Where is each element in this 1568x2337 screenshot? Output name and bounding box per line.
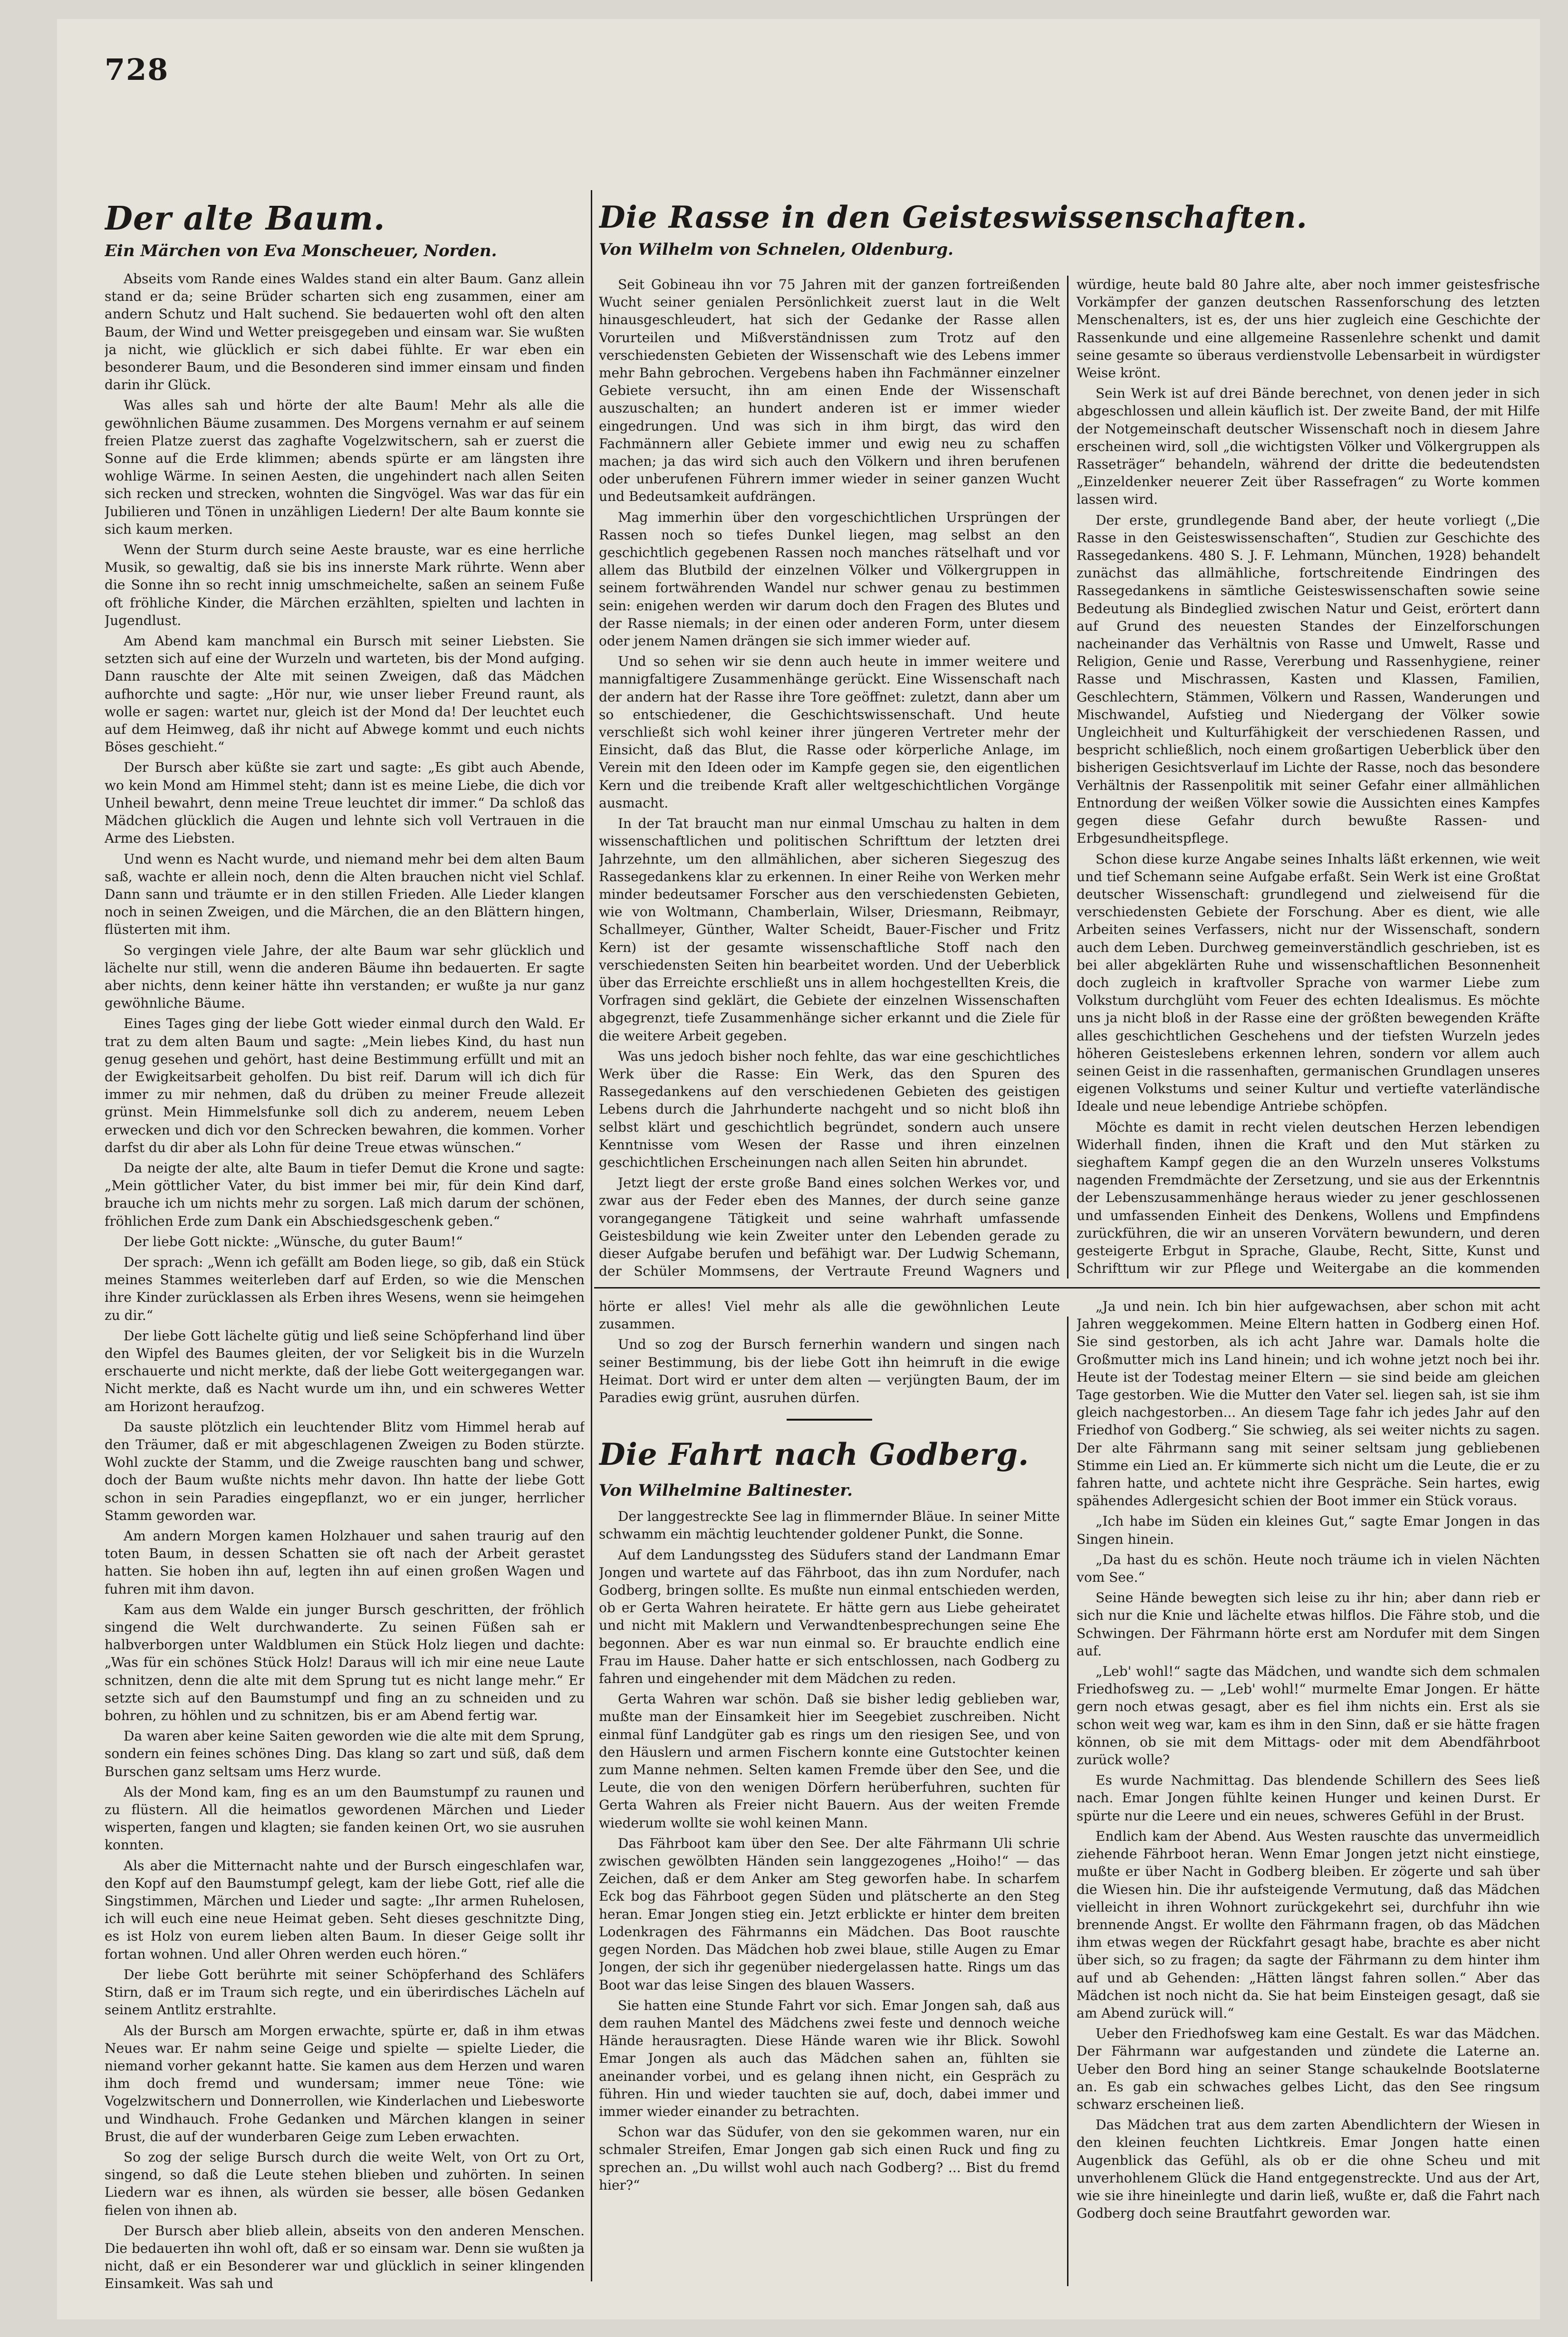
paragraph: Der erste, grundlegende Band aber, der heute vorliegt („Die Rasse in den Geisteswissenschaften“, Studien zur Geschichte des Rassegedankens. 480 S. J. F. Lehmann, München, 1928) behandelt zunächst das allmähliche, fortschreitende Eindringen des Rassegedankens in sämtliche Geisteswissenschaften sowie seine Bedeutung als Bindeglied zwischen Natur und Geist, erörtert dann auf Grund des neuesten Standes der Einzelforschungen nacheinander das Verhältnis von Rasse und Umwelt, Rasse und Religion, Genie und Rasse, Vererbung und Rassenhygiene, reiner Rasse und Mischrassen, Kasten und Klassen, Familien, Geschlechtern, Stämmen, Völkern und Rassen, Wanderungen und Mischwandel, Aufstieg und Niedergang der Völker sowie Ungleichheit und Kulturfähigkeit der verschiedenen Rassen, und bespricht schließlich, noch einem großartigen Ueberblick über den bisherigen Gesichtsverlauf im Lichte der Rasse, noch das besondere Verhältnis der Rassenpolitik mit seiner Gefahr einer allmählichen Entnordung der weißen Völker sowie die Aussichten eines Kampfes gegen diese Gefahr durch bewußte Rassen- und Erbgesundheitspflege. bbox=[1077, 512, 1540, 846]
paragraph: In der Tat braucht man nur einmal Umschau zu halten in dem wissenschaftlichen und politischen Schrifttum der letzten drei Jahrzehnte, um den allmählichen, aber sicheren Siegeszug des Rassegedankens klar zu erkennen. In einer Reihe von Werken mehr minder bedeutsamer Forscher aus den verschiedensten Gebieten, wie von Woltmann, Chamberlain, Wilser, Driesmann, Reibmayr, Schallmeyer, Günther, Walter Scheidt, Bauer-Fischer und Fritz Kern) ist der gesamte wissenschaftliche Stoff nach den verschiedensten Seiten hin bearbeitet worden. Und der Ueberblick über das Erreichte erschließt uns in allem hochgestellten Kreis, die Vorfragen sind geklärt, die Gebiete der einzelnen Wissenschaften abgegrenzt, tiefe Zusammenhänge sicher erkannt und die Ziele für die weitere Arbeit gegeben. bbox=[599, 816, 1060, 1044]
paragraph: Der langgestreckte See lag in flimmernder Bläue. In seiner Mitte schwamm ein mächtig leuchtender goldener Punkt, die Sonne. bbox=[599, 1509, 1060, 1542]
paragraph: Da neigte der alte, alte Baum in tiefer Demut die Krone und sagte: „Mein göttlicher Vater, du bist immer bei mir, für dein Kind darf, brauche ich um nichts mehr zu sorgen. Laß mich darum der schönen, fröhlichen Erde zum Dank ein Abschiedsgeschenk geben.“ bbox=[105, 1160, 585, 1229]
paragraph: Auf dem Landungssteg des Südufers stand der Landmann Emar Jongen und wartete auf das Fährboot, das ihn zum Nordufer, nach Godberg, bringen sollte. Es mußte nun einmal entschieden werden, ob er Gerta Wahren heiratete. Er hätte gern aus Liebe geheiratet und nicht mit Maklern und Verwandtenbesprechungen seine Ehe begonnen. Aber es war nun einmal so. Er brauchte endlich eine Frau im Hause. Daher hatte er sich entschlossen, nach Godberg zu fahren und eingehender mit dem Mädchen zu reden. bbox=[599, 1547, 1060, 1687]
article-rasse-column-2 bbox=[1077, 276, 1540, 1279]
paragraph: Der Bursch aber küßte sie zart und sagte: „Es gibt auch Abende, wo kein Mond am Himmel steht; dann ist es meine Liebe, die dich vor Unheil bewahrt, denn meine Treue leuchtet dir immer.“ Da schloß das Mädchen glücklich die Augen und lehnte sich voll Vertrauen in die Arme des Liebsten. bbox=[105, 760, 585, 846]
paragraph: Möchte es damit in recht vielen deutschen Herzen lebendigen Widerhall finden, ihnen die Kraft und den Mut stärken zu sieghaftem Kampf gegen die an den Wurzeln unseres Volkstums nagenden Fremdmächte der Zersetzung, und sie aus der Erkenntnis der Lebenszusammenhänge heraus wieder zu jener geschlossenen und umfassenden Einheit des Denkens, Wollens und Empfindens zurückführen, die wir an unseren Vorvätern bewundern, und deren gesteigerte Erbgut in Sprache, Glaube, Recht, Sitte, Kunst und Schrifttum wir zur Pflege und Weitergabe an die kommenden bbox=[1077, 1119, 1540, 1277]
middle-lower-column bbox=[599, 1298, 1060, 2291]
paragraph: Jetzt liegt der erste große Band eines solchen Werkes vor, und zwar aus der Feder eben des Mannes, der durch seine ganze vorangegangene Tätigkeit und seine wahrhaft umfassende Geistesbildung wie kein Zweiter unter den Lebenden gerade zu dieser Aufgabe berufen und befähigt war. Der Ludwig Schemann, der Schüler Mommsens, der Vertraute Freund Wagners und bbox=[599, 1175, 1060, 1279]
article-rasse-column-1 bbox=[599, 276, 1060, 1279]
paragraph: Endlich kam der Abend. Aus Westen rauschte das unvermeidlich ziehende Fährboot heran. Wenn Emar Jongen jetzt nicht einstiege, mußte er über Nacht in Godberg bleiben. Er zögerte und sah über die Wiesen hin. Die ihr aufsteigende Vermutung, daß das Mädchen vielleicht in ihren Wohnort zurückgekehrt sei, durchfuhr ihn wie brennende Angst. Er wollte den Fährmann fragen, ob das Mädchen ihm etwas wegen der Rückfahrt gesagt habe, brachte es aber nicht über sich, so zu fragen; da sagte der Fährmann zu dem hinter ihm auf und ab Gehenden: „Hätten längst fahren sollen.“ Aber das Mädchen ist noch nicht da. Sie hat beim Einsteigen gesagt, daß sie am Abend zurück will.“ bbox=[1077, 1828, 1540, 2021]
paragraph: Als der Bursch am Morgen erwachte, spürte er, daß in ihm etwas Neues war. Er nahm seine Geige und spielte — spielte Lieder, die niemand vorher gekannt hatte. Sie kamen aus dem Herzen und waren ihm doch fremd und wundersam; immer neue Töne: wie Vogelzwitschern und Donnerrollen, wie Kinderlachen und Liebesworte und Windhauch. Frohe Gedanken und Märchen klangen in seiner Brust, die auf der wunderbaren Geige zum Leben erwachten. bbox=[105, 2022, 585, 2145]
column-rule-left bbox=[591, 190, 592, 2281]
column-rule-middle-top bbox=[1067, 276, 1068, 1279]
horizontal-rule-section bbox=[594, 1287, 1540, 1289]
paragraph: Sein Werk ist auf drei Bände berechnet, von denen jeder in sich abgeschlossen und allein käuflich ist. Der zweite Band, der mit Hilfe der Notgemeinschaft deutscher Wissenschaft noch in diesem Jahre erscheinen wird, soll „die wichtigsten Völker und Völkergruppen als Rasseträger“ behandeln, während der dritte die bedeutendsten „Einzeldenker neuerer Zeit über Rassefragen“ zu Worte kommen lassen wird. bbox=[1077, 385, 1540, 508]
paragraph: Da waren aber keine Saiten geworden wie die alte mit dem Sprung, sondern ein feines schönes Ding. Das klang so zart und süß, daß dem Burschen ganz seltsam ums Herz wurde. bbox=[105, 1728, 585, 1779]
article-byline: Von Wilhelmine Baltinester. bbox=[599, 1481, 853, 1500]
paragraph: Gerta Wahren war schön. Daß sie bisher ledig geblieben war, mußte man der Einsamkeit hier im Seegebiet zuschreiben. Nicht einmal fünf Landgüter gab es rings um den riesigen See, und von den Häuslern und armen Fischern konnte eine Gutstochter keinen zum Manne nehmen. Selten kamen Fremde über den See, und die Leute, die von den wenigen Dörfern herüberfuhren, suchten für Gerta Wahren als Freier nicht Bauern. Aus der weiten Fremde wiederum wollte sie wohl keinen Mann. bbox=[599, 1691, 1060, 1831]
paragraph: Der liebe Gott lächelte gütig und ließ seine Schöpferhand lind über den Wipfel des Baumes gleiten, der vor Seligkeit bis in die Wurzeln erschauerte und nicht merkte, daß der liebe Gott weitergegangen war. Nicht merkte, daß es Nacht wurde um ihn, und ein schweres Wetter am Horizont heraufzog. bbox=[105, 1327, 585, 1414]
paragraph: So vergingen viele Jahre, der alte Baum war sehr glücklich und lächelte nur still, wenn die anderen Bäume ihn bedauerten. Er sagte aber nichts, denn keiner hätte ihn verstanden; er wußte ja nur ganz gewöhnliche Bäume. bbox=[105, 942, 585, 1011]
paragraph: Ueber den Friedhofsweg kam eine Gestalt. Es war das Mädchen. Der Fährmann war aufgestanden und zündete die Laterne an. Ueber den Bord hing an seiner Stange schaukelnde Bootslaterne an. Es gab ein schwaches gelbes Licht, das den See ringsum schwarz erscheinen ließ. bbox=[1077, 2026, 1540, 2112]
paragraph: Kam aus dem Walde ein junger Bursch geschritten, der fröhlich singend die Welt durchwanderte. Zu seinen Füßen sah er halbverborgen unter Waldblumen ein Stück Holz liegen und dachte: „Was für ein schönes Stück Holz! Daraus will ich mir eine neue Laute schnitzen, denn die alte mit dem Sprung tut es nicht lange mehr.“ Er setzte sich auf den Baumstumpf und fing an zu schneiden und zu bohren, zu höhlen und zu schnitzen, bis er am Abend fertig war. bbox=[105, 1601, 585, 1724]
article-rasse-header bbox=[599, 200, 1540, 276]
page-number: 728 bbox=[105, 52, 169, 87]
paragraph: Sie hatten eine Stunde Fahrt vor sich. Emar Jongen sah, daß aus dem rauhen Mantel des Mädchens zwei feste und dennoch weiche Hände herausragten. Diese Hände waren wie ihr Blick. Sowohl Emar Jongen als auch das Mädchen sahen an, fühlten sie aneinander vorbei, und es gelang ihnen nicht, ein Gespräch zu führen. Hin und wieder tauchten sie auf, doch, dabei immer und immer wieder einander zu betrachten. bbox=[599, 1997, 1060, 2119]
article-title: Die Fahrt nach Godberg. bbox=[599, 1437, 1029, 1473]
paragraph: Als der Mond kam, fing es an um den Baumstumpf zu raunen und zu flüstern. All die heimatlos gewordenen Märchen und Lieder wisperten, fangen und klagten; sie fanden keinen Ort, wo sie ausruhen konnten. bbox=[105, 1784, 585, 1853]
paragraph: Wenn der Sturm durch seine Aeste brauste, war es eine herrliche Musik, so gewaltig, daß sie bis ins innerste Mark rührte. Wenn aber die Sonne ihn so recht innig umschmeichelte, saßen an seinem Fuße oft fröhliche Kinder, die Märchen erzählten, spielten und lachten in Jugendlust. bbox=[105, 542, 585, 628]
article-title: Der alte Baum. bbox=[105, 200, 385, 238]
paragraph: Mag immerhin über den vorgeschichtlichen Ursprüngen der Rassen noch so tiefes Dunkel liegen, mag selbst an den geschichtlich gegebenen Rassen noch manches rätselhaft und vor allem das Blutbild der einzelnen Völker und Völkergruppen in seinem fortwährenden Wandel nur schwer genau zu bestimmen sein: enigehen werden wir darum doch den Fragen des Blutes und der Rasse niemals; in der einen oder anderen Form, unter diesem oder jenem Namen drängen sie sich immer wieder auf. bbox=[599, 509, 1060, 649]
paragraph: Und so sehen wir sie denn auch heute in immer weitere und mannigfaltigere Zusammenhänge gerückt. Eine Wissenschaft nach der andern hat der Rasse ihre Tore geöffnet: zuletzt, dann aber um so entschiedener, die Geschichtswissenschaft. Und heute verschließt sich wohl keiner ihrer jüngeren Vertreter mehr der Einsicht, daß das Blut, die Rasse oder körperliche Anlage, im Verein mit den Ideen oder im Kampfe gegen sie, den eigentlichen Kern und die treibende Kraft aller weltgeschichtlichen Vorgänge ausmacht. bbox=[599, 654, 1060, 811]
paragraph: würdige, heute bald 80 Jahre alte, aber noch immer geistesfrische Vorkämpfer der ganzen deutschen Rassenforschung des letzten Menschenalters, ist es, der uns hier zugleich eine Geschichte der Rassenkunde und eine allgemeine Rassenlehre schenkt und damit seine gesamte so überaus verdienstvolle Lebensarbeit in würdigster Weise krönt. bbox=[1077, 277, 1540, 381]
paragraph: Am andern Morgen kamen Holzhauer und sahen traurig auf den toten Baum, in dessen Schatten sie oft nach der Arbeit gerastet hatten. Sie hoben ihn auf, legten ihn auf einen großen Wagen und fuhren mit ihm davon. bbox=[105, 1528, 585, 1597]
paragraph: Und wenn es Nacht wurde, und niemand mehr bei dem alten Baum saß, wachte er allein noch, denn die Alten brauchen nicht viel Schlaf. Dann sann und träumte er in den stillen Frieden. Alle Lieder klangen noch in seinen Zweigen, und die Märchen, die an den Blättern hingen, flüsterten mit ihm. bbox=[105, 851, 585, 938]
paragraph: „Leb' wohl!“ sagte das Mädchen, und wandte sich dem schmalen Friedhofsweg zu. — „Leb' wohl!“ murmelte Emar Jongen. Er hätte gern noch etwas gesagt, aber es fiel ihm nichts ein. Erst als sie schon weit weg war, kam es ihm in den Sinn, daß er sie hätte fragen können, ob sie mit dem Mittags- oder mit dem Abendfährboot zurück wolle? bbox=[1077, 1664, 1540, 1768]
paragraph: Der liebe Gott nickte: „Wünsche, du guter Baum!“ bbox=[124, 1233, 463, 1250]
paragraph: Als aber die Mitternacht nahte und der Bursch eingeschlafen war, den Kopf auf den Baumstumpf gelegt, kam der liebe Gott, rief alle die Singstimmen, Märchen und Lieder und sagte: „Ihr armen Ruhelosen, ich will euch eine neue Heimat geben. Seht dieses geschnitzte Ding, es ist Holz von eurem lieben alten Baum. In dieser Geige sollt ihr fortan wohnen. Und aller Ohren werden euch hören.“ bbox=[105, 1857, 585, 1962]
separator-line bbox=[787, 1419, 872, 1421]
article-godberg-column-2 bbox=[1077, 1298, 1540, 2291]
paragraph: Schon war das Südufer, von den sie gekommen waren, nur ein schmaler Streifen, Emar Jongen gab sich einen Ruck und fing zu sprechen an. „Du willst wohl auch nach Godberg? ... Bist du fremd hier?“ bbox=[599, 2124, 1060, 2193]
paragraph: Das Fährboot kam über den See. Der alte Fährmann Uli schrie zwischen gewölbten Händen sein langgezogenes „Hoiho!“ — das Zeichen, daß er dem Anker am Steg geworfen habe. In scharfem Eck bog das Fährboot gegen Süden und plätscherte an den Steg heran. Emar Jongen stieg ein. Jetzt erblickte er hinter dem breiten Lodenkragen des Fährmanns ein Mädchen. Das Boot rauschte gegen Norden. Das Mädchen hob zwei blaue, stille Augen zu Emar Jongen, der sich ihr gegenüber niedergelassen hatte. Rings um das Boot war das leise Singen des blauen Wassers. bbox=[599, 1835, 1060, 1993]
paragraph: Was alles sah und hörte der alte Baum! Mehr als alle die gewöhnlichen Bäume zusammen. Des Morgens vernahm er auf seinem freien Platze zuerst das zaghafte Vogelzwitschern, sah er zuerst die Sonne auf die Erde klimmen; abends spürte er am längsten ihre wohlige Wärme. In seinen Aesten, die ungehindert nach allen Seiten sich recken und strecken, wohnten die Singvögel. Was war das für ein Jubilieren und Tönen in unzähligen Liedern! Der alte Baum konnte sie sich kaum merken. bbox=[105, 397, 585, 537]
article-der-alte-baum bbox=[105, 181, 585, 2291]
paragraph: hörte er alles! Viel mehr als alle die gewöhnlichen Leute zusammen. bbox=[599, 1298, 1060, 1332]
article-body bbox=[105, 270, 585, 2291]
column-rule-middle-bottom bbox=[1067, 1317, 1068, 2286]
paragraph: Was uns jedoch bisher noch fehlte, das war eine geschichtliches Werk über die Rasse: Ein Werk, das den Spuren des Rassegedankens auf den verschiedenen Gebieten des geistigen Lebens durch die Jahrhunderte nachgeht und so nicht bloß ihn selbst klärt und geschichtlich begründet, sondern auch unsere Kenntnisse vom Wesen der Rasse und ihren einzelnen geschichtlichen Erscheinungen nach allen Seiten hin abrundet. bbox=[599, 1048, 1060, 1170]
newspaper-page bbox=[57, 19, 1540, 2319]
paragraph: Da sauste plötzlich ein leuchtender Blitz vom Himmel herab auf den Träumer, daß er mit abgeschlagenen Zweigen zu Boden stürzte. Wohl zuckte der Stamm, und die Zweige rauschten bang und schwer, doch der Baum wußte nichts mehr davon. Ihn hatte der liebe Gott schon in sein Paradies eingepflanzt, wo er ein junger, herrlicher Stamm geworden war. bbox=[105, 1419, 585, 1523]
paragraph: Seine Hände bewegten sich leise zu ihr hin; aber dann rieb er sich nur die Knie und lächelte etwas hilflos. Die Fähre stob, und die Schwingen. Der Fährmann hörte erst am Nordufer mit dem Singen auf. bbox=[1077, 1590, 1540, 1659]
paragraph: Und so zog der Bursch fernerhin wandern und singen nach seiner Bestimmung, bis der liebe Gott ihn heimruft in die ewige Heimat. Dort wird er unter dem alten — verjüngten Baum, der im Paradies ewig grünt, ausruhen dürfen. bbox=[599, 1337, 1060, 1406]
paragraph: Seit Gobineau ihn vor 75 Jahren mit der ganzen fortreißenden Wucht seiner genialen Persönlichkeit zuerst laut in die Welt hinausgeschleudert, hat sich der Gedanke der Rasse allen Vorurteilen und Mißverständnissen zum Trotz auf den verschiedensten Gebieten der Wissenschaft wie des Lebens immer mehr Bahn gebrochen. Vergebens haben ihn Fachmänner einzelner Gebiete versucht, ihn am einen Ende der Wissenschaft auszuschalten; an hundert anderen ist er immer wieder eingedrungen. Und was sich in ihm birgt, das wird den Fachmännern aller Gebiete immer und ewig neu zu schaffen machen; ja das wird sich auch den Völkern und ihren berufenen oder unberufenen Führern immer wieder in seiner ganzen Wucht und Bedeutsamkeit aufdrängen. bbox=[599, 277, 1060, 505]
paragraph: Abseits vom Rande eines Waldes stand ein alter Baum. Ganz allein stand er da; seine Brüder scharten sich eng zusammen, einer am andern Schutz und Halt suchend. Sie bedauerten wohl oft den alten Baum, der Wind und Wetter preisgegeben und einsam war. Sie wußten ja nicht, wie glücklich er sich dabei fühlte. Er war eben ein besonderer Baum, und die Besonderen sind immer einsam und finden darin ihr Glück. bbox=[105, 271, 585, 393]
paragraph: Der liebe Gott berührte mit seiner Schöpferhand des Schläfers Stirn, daß er im Traum sich regte, und ein überirdisches Lächeln auf seinem Antlitz erstrahlte. bbox=[105, 1966, 585, 2018]
paragraph: Es wurde Nachmittag. Das blendende Schillern des Sees ließ nach. Emar Jongen fühlte keinen Hunger und keinen Durst. Er spürte nur die Leere und ein neues, schweres Gefühl in der Brust. bbox=[1077, 1772, 1540, 1824]
article-byline: Ein Märchen von Eva Monscheuer, Norden. bbox=[105, 241, 497, 260]
paragraph: Eines Tages ging der liebe Gott wieder einmal durch den Wald. Er trat zu dem alten Baum und sagte: „Mein liebes Kind, du hast nun genug gesehen und gehört, hast deine Bestimmung erfüllt und mit an der Ewigkeitsarbeit geholfen. Du bist reif. Darum will ich dich für immer zu mir nehmen, daß du drüben zu meiner Freude allezeit grünst. Mein Himmelsfunke soll dich zu anderem, neuem Leben erwecken und dich vor den Schrecken bewahren, die kommen. Vorher darfst du dir aber als Lohn für deine Treue etwas wünschen.“ bbox=[105, 1016, 585, 1155]
paragraph: So zog der selige Bursch durch die weite Welt, von Ort zu Ort, singend, so daß die Leute stehen blieben und zuhörten. In seinen Liedern war es ihnen, als würden sie besser, alle bösen Gedanken fielen von ihnen ab. bbox=[105, 2149, 585, 2218]
paragraph: „Da hast du es schön. Heute noch träume ich in vielen Nächten vom See.“ bbox=[1077, 1551, 1540, 1586]
paragraph: „Ich habe im Süden ein kleines Gut,“ sagte Emar Jongen in das Singen hinein. bbox=[1077, 1513, 1540, 1547]
paragraph: Das Mädchen trat aus dem zarten Abendlichtern der Wiesen in den kleinen feuchten Lichtkreis. Emar Jongen hatte einen Augenblick das Gefühl, als ob er die ohne Scheu und mit unverhohlenem Glück die Hand entgegenstreckte. Und aus der Art, wie sie ihre hineinlegte und darin ließ, wußte er, daß die Fahrt nach Godberg doch seine Brautfahrt geworden war. bbox=[1077, 2117, 1540, 2222]
paragraph: Der sprach: „Wenn ich gefällt am Boden liege, so gib, daß ein Stück meines Stammes weiterleben darf auf Erden, so wie die Menschen ihre Kinder zurücklassen als Erben ihres Wesens, wenn sie heimgehen zu dir.“ bbox=[105, 1254, 585, 1323]
paragraph: Schon diese kurze Angabe seines Inhalts läßt erkennen, wie weit und tief Schemann seine Aufgabe erfaßt. Sein Werk ist eine Großtat deutscher Wissenschaft: grundlegend und zielweisend für die verschiedensten Gebiete der Forschung. Aber es dient, wie alle Arbeiten seines Verfassers, nicht nur der Wissenschaft, sondern auch dem Leben. Durchweg gemeinverständlich geschrieben, ist es bei aller abgeklärten Ruhe und wissenschaftlichen Besonnenheit doch zugleich in kraftvoller Sprache von warmer Liebe zum Volkstum durchglüht vom Feuer des echten Idealismus. Es möchte uns ja nicht bloß in der Rasse eine der größten bewegenden Kräfte alles geschichtlichen Geschehens und der tiefsten Wurzeln jedes höheren Geisteslebens erkennen lehren, sondern vor allem auch seinen Geist in die rassenhaften, germanischen Grundlagen unseres eigenen Volkstums und seiner Kultur und vertiefte vaterländische Ideale und neue lebendige Antriebe schöpfen. bbox=[1077, 851, 1540, 1115]
article-byline: Von Wilhelm von Schnelen, Oldenburg. bbox=[599, 240, 953, 259]
paragraph: „Ja und nein. Ich bin hier aufgewachsen, aber schon mit acht Jahren weggekommen. Meine Eltern hatten in Godberg einen Hof. Sie sind gestorben, als ich acht Jahre war. Damals holte die Großmutter mich ins Land hinein; und ich wohne jetzt noch bei ihr. Heute ist der Todestag meiner Eltern — sie sind beide am gleichen Tage gestorben. Wie die Mutter den Vater sel. liegen sah, ist sie ihm gleich nachgestorben... An diesem Tage fahr ich jedes Jahr auf den Friedhof von Godberg.“ Sie schwieg, als sei weiter nichts zu sagen. Der alte Fährmann sang mit seiner seltsam jung gebliebenen Stimme ein Lied an. Er kümmerte sich nicht um die Leute, die er zu fahren hatte, und achtete nicht ihre Gespräche. Sein hartes, ewig spähendes Adlergesicht schien der Boot immer ein Stück voraus. bbox=[1077, 1298, 1540, 1509]
paragraph: Am Abend kam manchmal ein Bursch mit seiner Liebsten. Sie setzten sich auf eine der Wurzeln und warteten, bis der Mond aufging. Dann rauschte der Alte mit seinen Zweigen, daß das Mädchen aufhorchte und sagte: „Hör nur, wie unser lieber Freund raunt, als wolle er sagen: wartet nur, gleich ist der Mond da! Der leuchtet euch auf dem Heimweg, daß ihr nicht auf Abwege kommt und euch nichts Böses geschieht.“ bbox=[105, 633, 585, 755]
paragraph: Der Bursch aber blieb allein, abseits von den anderen Menschen. Die bedauerten ihn wohl oft, daß er so einsam war. Denn sie wußten ja nicht, daß er ein Besonderer war und glücklich in seiner klingenden Einsamkeit. Was sah und bbox=[105, 2222, 585, 2291]
article-title: Die Rasse in den Geisteswissenschaften. bbox=[599, 200, 1308, 235]
